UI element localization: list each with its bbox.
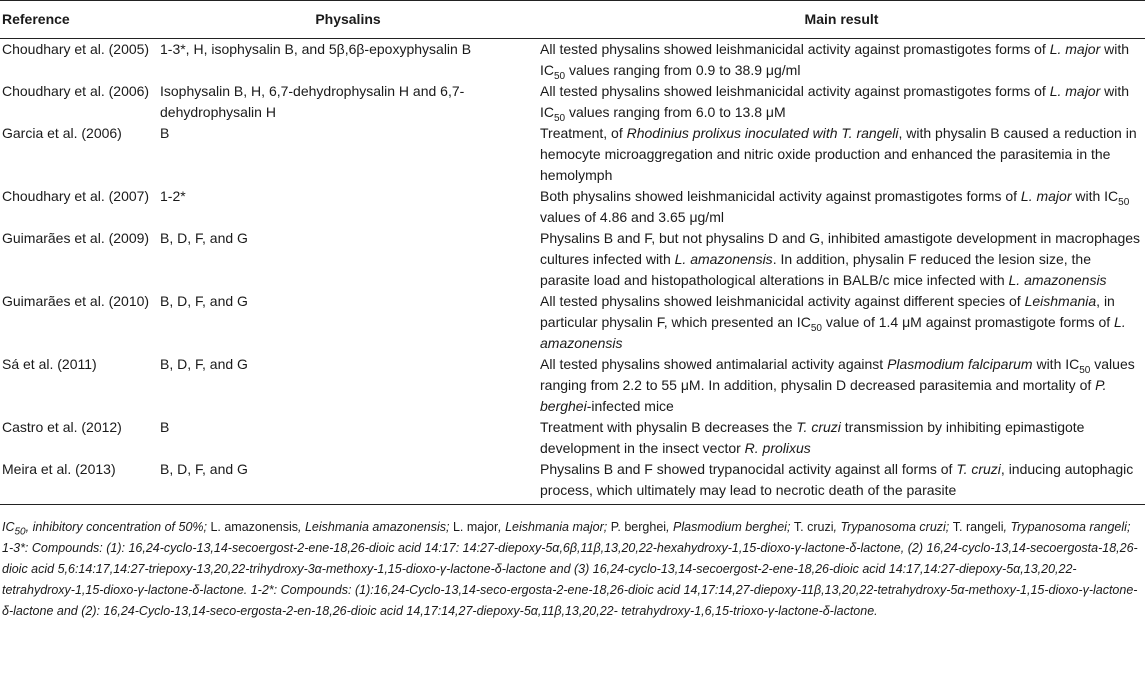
cell-main-result: Treatment, of Rhodinius prolixus inoculated with T. rangeli, with physalin B caused a reduction in hemocyte microaggregation and nitric oxide production and enhanced the parasitemia in the hemolymph [540,125,1137,183]
cell-physalins: B, D, F, and G [160,230,248,246]
cell-main-result: Both physalins showed leishmanicidal activity against promastigotes forms of L. major with $IC_{50}$ values of 4.86 and 3.65 μg/ml [540,188,1130,225]
table-body [0,39,1145,505]
column-header-reference: Reference [0,1,158,39]
table-header [0,1,1145,39]
cell-reference: Castro et al. (2012) [2,419,122,435]
cell-main-result: Physalins B and F, but not physalins D and G, inhibited amastigote development in macrophages cultures infected with L. amazonensis. In addition, physalin F reduced the lesion size, the parasite load and histopathological alterations in BALB/c mice infected with L. amazonensis [540,230,1141,288]
cell-physalins: 1-2* [160,188,186,204]
table-row [0,186,1145,228]
table-row [0,354,1145,417]
cell-physalins: B, D, F, and G [158,459,538,505]
column-header-physalins: Physalins [158,1,538,39]
table-row [0,228,1145,291]
cell-physalins: B, D, F, and G [160,356,248,372]
cell-reference: Sá et al. (2011) [2,356,97,372]
header-row [0,1,1145,39]
cell-reference: Guimarães et al. (2009) [2,230,150,246]
cell-reference: Meira et al. (2013) [0,459,158,505]
cell-main-result: All tested physalins showed leishmanicidal activity against promastigotes forms of L. major with $IC_{50}$ values ranging from 0.9 to 38.9 μg/ml [540,41,1130,82]
cell-main-result: All tested physalins showed leishmanicidal activity against promastigotes forms of L. major with $IC_{50}$ values ranging from 6.0 to 13.8 μM [540,83,1130,124]
table-row [0,39,1145,82]
cell-physalins: B [160,419,170,435]
cell-physalins: B, D, F, and G [160,293,248,309]
cell-reference: Guimarães et al. (2010) [2,293,150,309]
cell-main-result: Treatment with physalin B decreases the T. cruzi transmission by inhibiting epimastigote development in the insect vector R. prolixus [540,419,1085,456]
cell-main-result: All tested physalins showed leishmanicidal activity against different species of Leishmania, in particular physalin F, which presented an $IC_{50}$ value of 1.4 μM against promastigote forms of L. amazonensis [540,293,1126,351]
cell-physalins: 1-3*, H, isophysalin B, and 5β,6β-epoxyphysalin B [160,41,472,57]
cell-main-result: Physalins B and F showed trypanocidal activity against all forms of T. cruzi, inducing autophagic process, which ultimately may lead to necrotic death of the parasite [538,459,1145,505]
table-row [0,291,1145,354]
cell-main-result: All tested physalins showed antimalarial activity against Plasmodium falciparum with $IC_{50}$ values ranging from 2.2 to 55 μM. In addition, physalin D decreased parasitemia and mortality of P. berghei-infected mice [540,356,1135,414]
table-row [0,123,1145,186]
cell-physalins: Isophysalin B, H, 6,7-dehydrophysalin H and 6,7-dehydrophysalin H [160,83,465,120]
table-row [0,459,1145,505]
cell-reference: Choudhary et al. (2007) [2,188,150,204]
column-header-main-result: Main result [538,1,1145,39]
cell-physalins: B [160,125,170,141]
cell-reference: Choudhary et al. (2006) [2,83,150,99]
table-footnote: $IC_{50}$, inhibitory concentration of 50%; L. amazonensis, Leishmania amazonensis; L. major, Leishmania major; P. berghei, Plasmodium berghei; T. cruzi, Trypanosoma cruzi; T. rangeli, Trypanosoma rangeli; 1-3*: Compounds: (1): 16,24-cyclo-13,14-secoergost-2-ene-18,26-dioic acid 14:17: 14:27-diepoxy-5α,6β,11β,13,20,22-hexahydroxy-1,15-dioxo-γ-lactone-δ-lactone, (2) 16,24-cyclo-13,14-secoergosta-18,26-dioic acid 5,6:14:17,14:27-triepoxy-13,20,22-trihydroxy-3α-methoxy-1,15-dioxo-γ-lactone-δ-lactone and (3) 16,24-cyclo-13,14-secoergost-2-ene-18,26-dioic acid 14:17,14:27-diepoxy-5α,13,20,22-tetrahydroxy-1,15-dioxo-γ-lactone-δ-lactone. 1-2*: Compounds: (1):16,24-Cyclo-13,14-seco-ergosta-2-ene-18,26-dioic acid 14,17:14,27-diepoxy-11β,13,20,22-tetrahydroxy-5α-methoxy-1,15-dioxo-γ-lactone-δ-lactone and (2): 16,24-Cyclo-13,14-seco-ergosta-2-en-18,26-dioic acid 14,17:14,27-diepoxy-5α,11β,13,20,22- tetrahydroxy-1,6,15-trioxo-γ-lactone-δ-lactone. [2,520,1138,618]
table-row [0,81,1145,123]
cell-reference: Garcia et al. (2006) [2,125,122,141]
table-row [0,417,1145,459]
cell-reference: Choudhary et al. (2005) [2,41,150,57]
